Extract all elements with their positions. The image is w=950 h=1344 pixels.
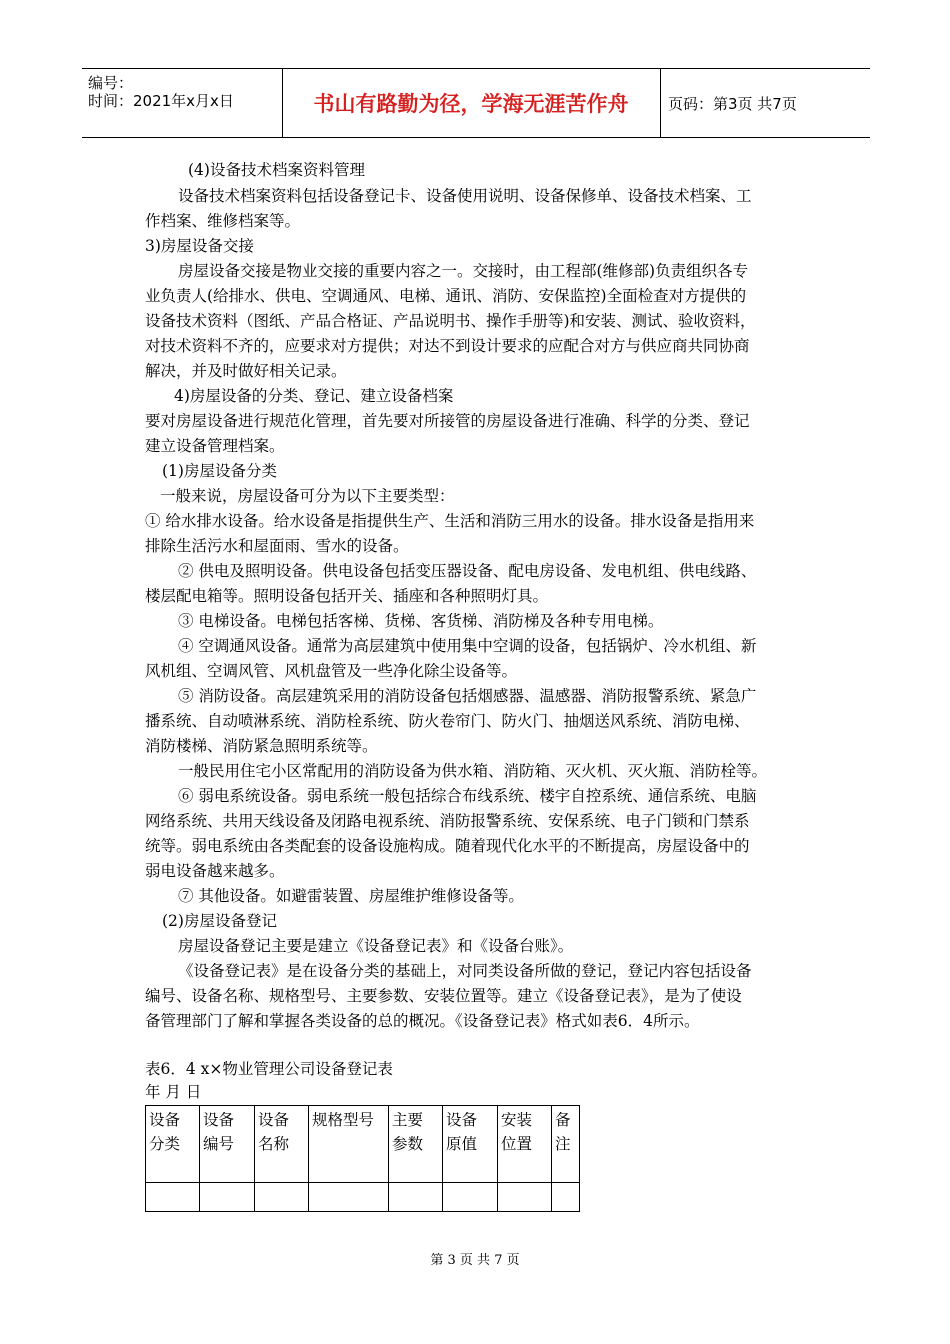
paragraph-line: 一般民用住宅小区常配用的消防设备为供水箱、消防箱、灭火机、灭火瓶、消防栓等。 xyxy=(178,762,768,780)
paragraph-line: 要对房屋设备进行规范化管理，首先要对所接管的房屋设备进行准确、科学的分类、登记 xyxy=(145,412,750,430)
table-cell xyxy=(255,1183,309,1212)
paragraph-line: ⑥ 弱电系统设备。弱电系统一般包括综合布线系统、楼宇自控系统、通信系统、电脑 xyxy=(178,787,757,805)
subsection-heading: (1)房屋设备分类 xyxy=(162,462,277,480)
paragraph-line: ① 给水排水设备。给水设备是指提供生产、生活和消防三用水的设备。排水设备是指用来 xyxy=(145,512,755,530)
table-cell xyxy=(443,1183,498,1212)
table-header-cell: 设备 名称 xyxy=(255,1106,309,1183)
table-cell xyxy=(498,1183,552,1212)
paragraph-line: ② 供电及照明设备。供电设备包括变压器设备、配电房设备、发电机组、供电线路、 xyxy=(178,562,757,580)
paragraph-line: (4)设备技术档案资料管理 xyxy=(188,161,365,179)
table-header-cell: 设备 分类 xyxy=(146,1106,200,1183)
paragraph-line: 弱电设备越来越多。 xyxy=(145,862,285,880)
page-header xyxy=(82,68,870,138)
table-header-cell: 设备 原值 xyxy=(443,1106,498,1183)
page-footer: 第 3 页 共 7 页 xyxy=(430,1253,520,1268)
paragraph-line: 作档案、维修档案等。 xyxy=(145,212,301,230)
table-header-cell: 主要 参数 xyxy=(389,1106,443,1183)
paragraph-line: 《设备登记表》是在设备分类的基础上，对同类设备所做的登记，登记内容包括设备 xyxy=(178,962,752,980)
paragraph-line: 排除生活污水和屋面雨、雪水的设备。 xyxy=(145,537,409,555)
table-header-cell: 备 注 xyxy=(552,1106,580,1183)
section-heading: 3)房屋设备交接 xyxy=(145,237,254,255)
paragraph-line: ③ 电梯设备。电梯包括客梯、货梯、客货梯、消防梯及各种专用电梯。 xyxy=(178,612,664,630)
equipment-registration-table xyxy=(145,1105,580,1212)
header-motto: 书山有路勤为径，学海无涯苦作舟 xyxy=(282,69,661,137)
header-meta xyxy=(82,69,283,137)
table-header-row xyxy=(146,1106,580,1183)
table-caption: 表6．4 x×物业管理公司设备登记表 xyxy=(145,1060,393,1078)
paragraph-line: ⑤ 消防设备。高层建筑采用的消防设备包括烟感器、温感器、消防报警系统、紧急广 xyxy=(178,687,757,705)
paragraph-line: 房屋设备登记主要是建立《设备登记表》和《设备台账》。 xyxy=(178,937,574,955)
paragraph-line: 楼层配电箱等。照明设备包括开关、插座和各种照明灯具。 xyxy=(145,587,549,605)
code-label: 编号： xyxy=(88,74,134,92)
table-cell xyxy=(552,1183,580,1212)
paragraph-line: 业负责人(给排水、供电、空调通风、电梯、通讯、消防、安保监控)全面检查对方提供的 xyxy=(145,287,747,305)
paragraph-line: 解决，并及时做好相关记录。 xyxy=(145,362,347,380)
paragraph-line: 建立设备管理档案。 xyxy=(145,437,285,455)
paragraph-line: 风机组、空调风管、风机盘管及一些净化除尘设备等。 xyxy=(145,662,518,680)
table-cell xyxy=(309,1183,389,1212)
paragraph-line: 统等。弱电系统由各类配套的设备设施构成。随着现代化水平的不断提高，房屋设备中的 xyxy=(145,837,750,855)
time-label: 时间：2021年x月x日 xyxy=(88,92,234,110)
paragraph-line: 一般来说，房屋设备可分为以下主要类型： xyxy=(160,487,455,505)
paragraph-line: 设备技术资料（图纸、产品合格证、产品说明书、操作手册等)和安装、测试、验收资料， xyxy=(145,312,756,330)
paragraph-line: 备管理部门了解和掌握各类设备的总的概况。《设备登记表》格式如表6．4所示。 xyxy=(145,1012,700,1030)
paragraph-line: 设备技术档案资料包括设备登记卡、设备使用说明、设备保修单、设备技术档案、工 xyxy=(178,187,752,205)
table-cell xyxy=(146,1183,200,1212)
paragraph-line: 播系统、自动喷淋系统、消防栓系统、防火卷帘门、防火门、抽烟送风系统、消防电梯、 xyxy=(145,712,750,730)
paragraph-line: ④ 空调通风设备。通常为高层建筑中使用集中空调的设备，包括锅炉、冷水机组、新 xyxy=(178,637,757,655)
paragraph-line: 对技术资料不齐的，应要求对方提供；对达不到设计要求的应配合对方与供应商共同协商 xyxy=(145,337,750,355)
table-header-cell: 安装 位置 xyxy=(498,1106,552,1183)
subsection-heading: (2)房屋设备登记 xyxy=(162,912,277,930)
table-row xyxy=(146,1183,580,1212)
table-cell xyxy=(200,1183,255,1212)
paragraph-line: 编号、设备名称、规格型号、主要参数、安装位置等。建立《设备登记表》，是为了使设 xyxy=(145,987,742,1005)
table-header-cell: 设备 编号 xyxy=(200,1106,255,1183)
section-heading: 4)房屋设备的分类、登记、建立设备档案 xyxy=(174,387,454,405)
table-header-cell: 规格型号 xyxy=(309,1106,389,1183)
table-date: 年 月 日 xyxy=(145,1083,202,1101)
paragraph-line: ⑦ 其他设备。如避雷装置、房屋维护维修设备等。 xyxy=(178,887,524,905)
table-cell xyxy=(389,1183,443,1212)
paragraph-line: 消防楼梯、消防紧急照明系统等。 xyxy=(145,737,378,755)
paragraph-line: 房屋设备交接是物业交接的重要内容之一。交接时，由工程部(维修部)负责组织各专 xyxy=(178,262,749,280)
paragraph-line: 网络系统、共用天线设备及闭路电视系统、消防报警系统、安保系统、电子门锁和门禁系 xyxy=(145,812,750,830)
header-page-number: 页码：第3页 共7页 xyxy=(668,94,797,113)
